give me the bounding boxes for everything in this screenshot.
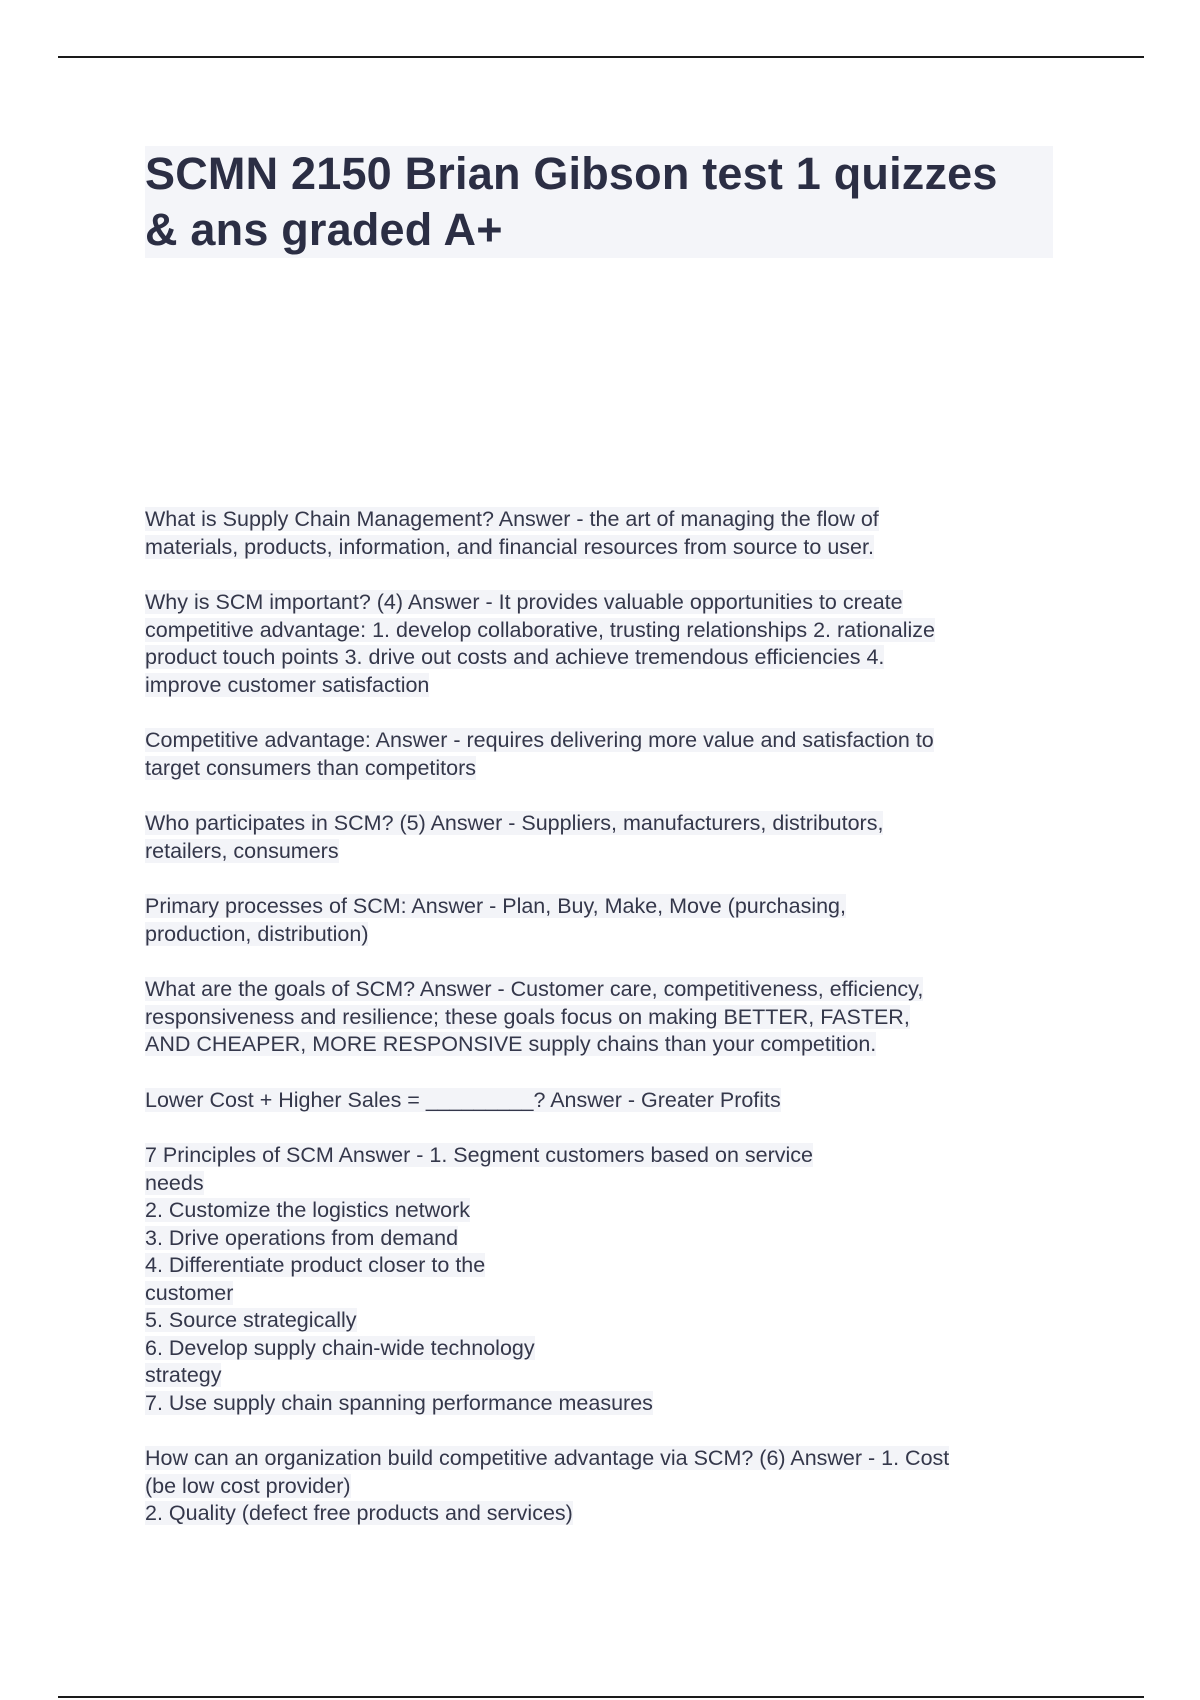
qa-line: What are the goals of SCM? Answer - Customer care, competitiveness, efficiency, <box>145 977 924 1001</box>
qa-item-supply-chain-definition <box>145 506 1065 561</box>
qa-line: target consumers than competitors <box>145 755 477 780</box>
qa-item-primary-processes <box>145 893 1065 948</box>
qa-line: competitive advantage: 1. develop collaborative, trusting relationships 2. rationalize <box>145 617 935 642</box>
qa-line: production, distribution) <box>145 921 369 946</box>
qa-item-scm-goals <box>145 976 1065 1059</box>
qa-item-competitive-advantage <box>145 727 1065 782</box>
qa-line: responsiveness and resilience; these goals focus on making BETTER, FASTER, <box>145 1004 910 1029</box>
title-block <box>145 146 1053 258</box>
qa-line: customer <box>145 1280 234 1305</box>
qa-line: product touch points 3. drive out costs and achieve tremendous efficiencies 4. <box>145 645 885 669</box>
qa-line: strategy <box>145 1363 222 1387</box>
qa-line: Lower Cost + Higher Sales = _________? Answer - Greater Profits <box>145 1087 781 1112</box>
qa-item-seven-principles <box>145 1142 1065 1417</box>
qa-line: 2. Customize the logistics network <box>145 1198 471 1222</box>
qa-line: 5. Source strategically <box>145 1308 357 1332</box>
qa-line: needs <box>145 1170 204 1195</box>
qa-line: improve customer satisfaction <box>145 672 430 697</box>
qa-item-scm-importance <box>145 589 1065 699</box>
title-line-1: SCMN 2150 Brian Gibson test 1 quizzes <box>145 148 998 199</box>
title-line-2: & ans graded A+ <box>145 204 503 255</box>
top-rule <box>58 56 1144 58</box>
qa-line: retailers, consumers <box>145 838 339 863</box>
qa-line: What is Supply Chain Management? Answer - the art of managing the flow of <box>145 507 879 531</box>
qa-line: How can an organization build competitive advantage via SCM? (6) Answer - 1. Cost <box>145 1446 950 1470</box>
qa-line: 7. Use supply chain spanning performance measures <box>145 1390 653 1415</box>
qa-item-greater-profits <box>145 1087 1065 1115</box>
qa-line: materials, products, information, and financial resources from source to user. <box>145 534 874 559</box>
qa-line: 4. Differentiate product closer to the <box>145 1253 486 1277</box>
qa-line: Primary processes of SCM: Answer - Plan, Buy, Make, Move (purchasing, <box>145 894 846 918</box>
qa-line: 3. Drive operations from demand <box>145 1225 459 1250</box>
qa-line: Competitive advantage: Answer - requires delivering more value and satisfaction to <box>145 728 934 752</box>
qa-line: 6. Develop supply chain-wide technology <box>145 1335 535 1360</box>
qa-line: Who participates in SCM? (5) Answer - Suppliers, manufacturers, distributors, <box>145 811 884 835</box>
qa-item-competitive-advantage-via-scm <box>145 1445 1065 1528</box>
qa-line: (be low cost provider) <box>145 1473 351 1498</box>
qa-line: Why is SCM important? (4) Answer - It provides valuable opportunities to create <box>145 590 903 614</box>
qa-list <box>145 506 1065 1556</box>
qa-item-scm-participants <box>145 810 1065 865</box>
bottom-rule <box>58 1696 1144 1698</box>
qa-line: 2. Quality (defect free products and services) <box>145 1501 573 1525</box>
qa-line: 7 Principles of SCM Answer - 1. Segment customers based on service <box>145 1143 813 1167</box>
page-title <box>145 146 1053 258</box>
qa-line: AND CHEAPER, MORE RESPONSIVE supply chains than your competition. <box>145 1032 877 1056</box>
